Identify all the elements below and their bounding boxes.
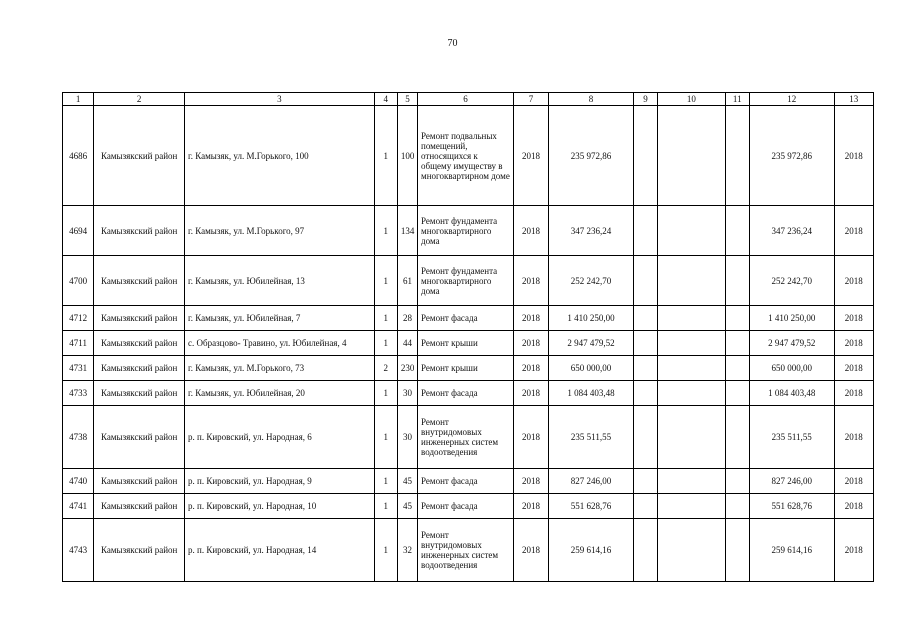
table-row xyxy=(63,306,874,331)
apartments-cell: 30 xyxy=(397,406,417,469)
entrances-cell: 1 xyxy=(374,256,397,306)
address-cell: г. Камызяк, ул. Юбилейная, 20 xyxy=(185,381,375,406)
year-cell: 2018 xyxy=(513,469,548,494)
empty-cell xyxy=(658,519,726,582)
column-header: 13 xyxy=(834,93,873,106)
empty-cell xyxy=(633,469,657,494)
total-cell: 1 410 250,00 xyxy=(749,306,834,331)
table-row xyxy=(63,106,874,206)
end-year-cell: 2018 xyxy=(834,331,873,356)
empty-cell xyxy=(633,356,657,381)
empty-cell xyxy=(725,331,749,356)
end-year-cell: 2018 xyxy=(834,406,873,469)
table-row xyxy=(63,494,874,519)
empty-cell xyxy=(633,256,657,306)
address-cell: р. п. Кировский, ул. Народная, 10 xyxy=(185,494,375,519)
cost-cell: 1 084 403,48 xyxy=(549,381,634,406)
year-cell: 2018 xyxy=(513,106,548,206)
district-cell: Камызякский район xyxy=(94,356,185,381)
work-type-cell: Ремонт фундамента многоквартирного дома xyxy=(418,206,514,256)
year-cell: 2018 xyxy=(513,356,548,381)
table-row xyxy=(63,206,874,256)
district-cell: Камызякский район xyxy=(94,106,185,206)
column-header: 6 xyxy=(418,93,514,106)
empty-cell xyxy=(725,306,749,331)
entrances-cell: 1 xyxy=(374,106,397,206)
apartments-cell: 44 xyxy=(397,331,417,356)
address-cell: г. Камызяк, ул. М.Горького, 73 xyxy=(185,356,375,381)
header-row xyxy=(63,93,874,106)
end-year-cell: 2018 xyxy=(834,306,873,331)
entrances-cell: 1 xyxy=(374,206,397,256)
year-cell: 2018 xyxy=(513,381,548,406)
entrances-cell: 1 xyxy=(374,519,397,582)
empty-cell xyxy=(658,306,726,331)
cost-cell: 2 947 479,52 xyxy=(549,331,634,356)
total-cell: 551 628,76 xyxy=(749,494,834,519)
year-cell: 2018 xyxy=(513,331,548,356)
empty-cell xyxy=(725,356,749,381)
column-header: 2 xyxy=(94,93,185,106)
repair-registry-table xyxy=(62,92,874,582)
empty-cell xyxy=(725,206,749,256)
column-header: 5 xyxy=(397,93,417,106)
empty-cell xyxy=(725,256,749,306)
work-type-cell: Ремонт крыши xyxy=(418,331,514,356)
cost-cell: 827 246,00 xyxy=(549,469,634,494)
work-type-cell: Ремонт фундамента многоквартирного дома xyxy=(418,256,514,306)
entrances-cell: 1 xyxy=(374,381,397,406)
entrances-cell: 1 xyxy=(374,406,397,469)
address-cell: г. Камызяк, ул. Юбилейная, 13 xyxy=(185,256,375,306)
row-id-cell: 4740 xyxy=(63,469,94,494)
empty-cell xyxy=(633,494,657,519)
total-cell: 259 614,16 xyxy=(749,519,834,582)
row-id-cell: 4711 xyxy=(63,331,94,356)
address-cell: г. Камызяк, ул. М.Горького, 100 xyxy=(185,106,375,206)
district-cell: Камызякский район xyxy=(94,331,185,356)
total-cell: 252 242,70 xyxy=(749,256,834,306)
district-cell: Камызякский район xyxy=(94,381,185,406)
column-header: 9 xyxy=(633,93,657,106)
work-type-cell: Ремонт фасада xyxy=(418,381,514,406)
apartments-cell: 100 xyxy=(397,106,417,206)
year-cell: 2018 xyxy=(513,306,548,331)
total-cell: 1 084 403,48 xyxy=(749,381,834,406)
apartments-cell: 45 xyxy=(397,494,417,519)
work-type-cell: Ремонт фасада xyxy=(418,494,514,519)
end-year-cell: 2018 xyxy=(834,206,873,256)
column-header: 8 xyxy=(549,93,634,106)
empty-cell xyxy=(658,206,726,256)
address-cell: р. п. Кировский, ул. Народная, 9 xyxy=(185,469,375,494)
total-cell: 235 972,86 xyxy=(749,106,834,206)
district-cell: Камызякский район xyxy=(94,519,185,582)
empty-cell xyxy=(633,406,657,469)
column-header: 11 xyxy=(725,93,749,106)
district-cell: Камызякский район xyxy=(94,469,185,494)
work-type-cell: Ремонт фасада xyxy=(418,469,514,494)
row-id-cell: 4731 xyxy=(63,356,94,381)
year-cell: 2018 xyxy=(513,206,548,256)
year-cell: 2018 xyxy=(513,256,548,306)
row-id-cell: 4686 xyxy=(63,106,94,206)
empty-cell xyxy=(658,406,726,469)
cost-cell: 347 236,24 xyxy=(549,206,634,256)
empty-cell xyxy=(658,106,726,206)
empty-cell xyxy=(633,306,657,331)
apartments-cell: 28 xyxy=(397,306,417,331)
table-row xyxy=(63,356,874,381)
address-cell: г. Камызяк, ул. Юбилейная, 7 xyxy=(185,306,375,331)
apartments-cell: 30 xyxy=(397,381,417,406)
total-cell: 827 246,00 xyxy=(749,469,834,494)
district-cell: Камызякский район xyxy=(94,406,185,469)
column-header: 12 xyxy=(749,93,834,106)
empty-cell xyxy=(633,106,657,206)
entrances-cell: 2 xyxy=(374,356,397,381)
page-number: 70 xyxy=(447,38,458,49)
work-type-cell: Ремонт крыши xyxy=(418,356,514,381)
empty-cell xyxy=(658,331,726,356)
entrances-cell: 1 xyxy=(374,469,397,494)
cost-cell: 650 000,00 xyxy=(549,356,634,381)
apartments-cell: 32 xyxy=(397,519,417,582)
end-year-cell: 2018 xyxy=(834,494,873,519)
column-header: 7 xyxy=(513,93,548,106)
district-cell: Камызякский район xyxy=(94,306,185,331)
empty-cell xyxy=(725,406,749,469)
empty-cell xyxy=(633,519,657,582)
table-row xyxy=(63,381,874,406)
empty-cell xyxy=(658,494,726,519)
end-year-cell: 2018 xyxy=(834,469,873,494)
entrances-cell: 1 xyxy=(374,331,397,356)
total-cell: 235 511,55 xyxy=(749,406,834,469)
table-row xyxy=(63,406,874,469)
address-cell: р. п. Кировский, ул. Народная, 6 xyxy=(185,406,375,469)
year-cell: 2018 xyxy=(513,406,548,469)
cost-cell: 235 511,55 xyxy=(549,406,634,469)
row-id-cell: 4741 xyxy=(63,494,94,519)
end-year-cell: 2018 xyxy=(834,256,873,306)
empty-cell xyxy=(725,519,749,582)
district-cell: Камызякский район xyxy=(94,206,185,256)
end-year-cell: 2018 xyxy=(834,106,873,206)
column-header: 1 xyxy=(63,93,94,106)
work-type-cell: Ремонт фасада xyxy=(418,306,514,331)
address-cell: с. Образцово- Травино, ул. Юбилейная, 4 xyxy=(185,331,375,356)
cost-cell: 551 628,76 xyxy=(549,494,634,519)
work-type-cell: Ремонт внутридомовых инженерных систем водоотведения xyxy=(418,406,514,469)
row-id-cell: 4700 xyxy=(63,256,94,306)
address-cell: р. п. Кировский, ул. Народная, 14 xyxy=(185,519,375,582)
total-cell: 2 947 479,52 xyxy=(749,331,834,356)
district-cell: Камызякский район xyxy=(94,256,185,306)
table-row xyxy=(63,469,874,494)
row-id-cell: 4743 xyxy=(63,519,94,582)
empty-cell xyxy=(725,106,749,206)
apartments-cell: 134 xyxy=(397,206,417,256)
work-type-cell: Ремонт внутридомовых инженерных систем водоотведения xyxy=(418,519,514,582)
table-row xyxy=(63,256,874,306)
cost-cell: 1 410 250,00 xyxy=(549,306,634,331)
empty-cell xyxy=(725,494,749,519)
column-header: 3 xyxy=(185,93,375,106)
cost-cell: 259 614,16 xyxy=(549,519,634,582)
year-cell: 2018 xyxy=(513,519,548,582)
row-id-cell: 4712 xyxy=(63,306,94,331)
column-header: 4 xyxy=(374,93,397,106)
work-type-cell: Ремонт подвальных помещений, относящихся к общему имуществу в многоквартирном доме xyxy=(418,106,514,206)
total-cell: 650 000,00 xyxy=(749,356,834,381)
apartments-cell: 45 xyxy=(397,469,417,494)
cost-cell: 252 242,70 xyxy=(549,256,634,306)
year-cell: 2018 xyxy=(513,494,548,519)
empty-cell xyxy=(658,256,726,306)
row-id-cell: 4733 xyxy=(63,381,94,406)
entrances-cell: 1 xyxy=(374,306,397,331)
empty-cell xyxy=(725,469,749,494)
apartments-cell: 61 xyxy=(397,256,417,306)
row-id-cell: 4694 xyxy=(63,206,94,256)
table-row xyxy=(63,331,874,356)
empty-cell xyxy=(658,469,726,494)
empty-cell xyxy=(633,381,657,406)
empty-cell xyxy=(633,206,657,256)
apartments-cell: 230 xyxy=(397,356,417,381)
table-row xyxy=(63,519,874,582)
entrances-cell: 1 xyxy=(374,494,397,519)
cost-cell: 235 972,86 xyxy=(549,106,634,206)
empty-cell xyxy=(658,381,726,406)
empty-cell xyxy=(658,356,726,381)
row-id-cell: 4738 xyxy=(63,406,94,469)
end-year-cell: 2018 xyxy=(834,381,873,406)
address-cell: г. Камызяк, ул. М.Горького, 97 xyxy=(185,206,375,256)
end-year-cell: 2018 xyxy=(834,519,873,582)
empty-cell xyxy=(725,381,749,406)
column-header: 10 xyxy=(658,93,726,106)
empty-cell xyxy=(633,331,657,356)
end-year-cell: 2018 xyxy=(834,356,873,381)
total-cell: 347 236,24 xyxy=(749,206,834,256)
district-cell: Камызякский район xyxy=(94,494,185,519)
